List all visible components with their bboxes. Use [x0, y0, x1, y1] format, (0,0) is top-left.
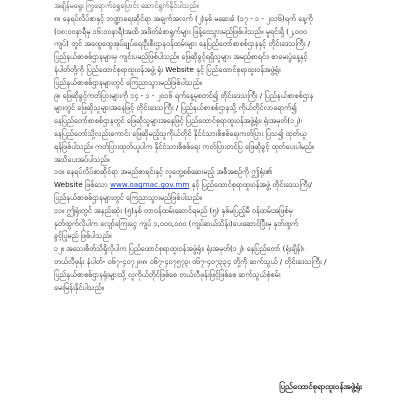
text-line: ရန်ဖြစ်ပါသည်။ ကတ်ပြားထုတ်ယူပါက နိုင်ငံသားစိစစ်ရေး ကတ်ပြားတင်ပြ ဖြေဆိုခွင့် ထုတ်ပေးပါမည်။ [54, 141, 314, 151]
paragraph-12-line-1: ၁၂။ အသေးစိတ်သိရှိလိုပါက ပြည်ထောင်စုရာထူးဝန်အဖွဲ့ရုံး၊ ရုံးအမှတ်(၁၂)၊ နေပြည်တော် (ရုံးချိန်)၊ [54, 244, 305, 254]
text-line: မေးမြန်းနိုင်ပါသည်။ [54, 282, 104, 292]
paragraph-10-line-1: ၁၀။ နေရပ်လိပ်စာဆိုင်ရာ အမည်စာရင်းနှင့် လူတွေ့စစ်ဆေးမည့် အစီအစဉ်ကို ဤရုံး၏ [54, 167, 272, 177]
signature-office-name: ပြည်ထောင်စုရာထူးဝန်အဖွဲ့ရုံး [279, 382, 362, 391]
text-line: နေပြည်တော်စာစစ်ဌာနတွင် ဖြေဆိုသူများအနေဖြင့် ပြည်ထောင်စုရာထူးဝန်အဖွဲ့ရုံး၊ ရုံးအမှတ်(၁၂)၊ [54, 116, 302, 126]
text-line: နေပြည်တော်သို့လည်းကောင်း ဖြေဆိုမည့်သူကိုယ်တိုင် နိုင်ငံသားစိစစ်ရေးကတ်ပြား ပြသ၍ ထုတ်ယူ [54, 129, 307, 138]
text-line: ပြည်နယ်စာစစ်ဌာနရုံးများသို့ လူကိုယ်တိုင်ဖြစ်စေ တယ်လီဖုန်းဖြင့်ဖြစ်စေ ဆက်သွယ်စုံစမ်း [54, 269, 281, 279]
text-line: အချိန်မရွေး ကြွရောက်ရွှေပြောင်း ဆောင်ရွက်နိုင်ပါသည်။ [54, 1, 199, 10]
paragraph-11-line-1: ၁၁။ ဤရုံးတွင် အနည်းဆုံး (၅)နှစ် တာဝန်ထမ်းဆောင်ရမည် (၅) နှစ်မပြည့်မီ ဝန်ထမ်းအဖြစ်မှ [54, 205, 293, 215]
website-line [54, 179, 362, 192]
text-line: နံပါတ်တို့ကို ပြည်ထောင်စုရာထူးဝန်အဖွဲ့ ရုံး Website နှင့် ပြည်ထောင်စုရာထူးဝန်အဖွဲ့ရုံး [54, 65, 281, 74]
website-suffix: နှင့် ပြည်ထောင်စုရာထူးဝန်အဖွဲ့ တိုင်းဒေသကြီး/ [189, 180, 312, 190]
text-line: များတွင် ဖြေဆိုသူများအနေဖြင့် တိုင်းဒေသကြီး / ပြည်နယ်စာစစ်ဌာနသို့ ကိုယ်တိုင်လာရောက်၍ [54, 103, 297, 113]
text-line: ကျပ်) တွင် အထွေထွေအုပ်ချုပ်ရေးဦးစီးဌာနဝန်ထမ်းများ နေပြည်တော်စာစစ်ဌာနနှင့် တိုင်းဒေသကြီး / [54, 39, 311, 49]
text-line: နုတ်ထွက်လိုပါက လျော်ကြေးငွေ ကျပ် ၁,၀၀၀,၀၀၀ (ကျပ်ဆယ်သိန်း)ပေးဆောင်ပြီးမှ နုတ်ထွက် [54, 218, 299, 228]
website-prefix: Website ဖြစ်သော [54, 180, 111, 190]
text-line: ပြည်နယ်စာစစ်ဌာနများတွင် ကြေညာသွားမည်ဖြစ်ပါသည်။ [54, 77, 202, 87]
text-line: (၀၈:၀၀နာရီမှ ၁၆:၀၀နာရီ)အထိ အဖိတ်ခံစာရွက်များ ဖြန့်ဝေသွားမည်ဖြစ်ပါသည်။ မူရင်းရှိ (၂,၀၀၀ [54, 26, 307, 36]
website-link[interactable]: www.oagmac.gov.mm [110, 180, 190, 190]
text-line: အသိပေးအပ်ပါသည်။ [54, 154, 110, 164]
text-line: တယ်လီဖုန်း နံပါတ်- ၀၆၇-၄၀၇၂၈၈၊ ၀၆၇-၄၀၇၅၇၃၊ ၀၆၇-၄၀၇၃၃၄ တို့ကို ဆက်သွယ် / တိုင်းဒေသကြီး / [54, 257, 327, 266]
text-line: ခွင့်ပြုမည် ဖြစ်ပါသည်။ [54, 231, 112, 241]
text-line: ပြည်နယ်စာစစ်ဌာနများတွင် ကြေညာသွားမည်ဖြစ်ပါသည်။ [54, 193, 202, 202]
text-line: ပြည်နယ်စာစစ်ဌာနများမှ ကျင်းပမည်ဖြစ်ပါသည်။ ဖြေဆိုခွင့်ရရှိသူများ အမည်စာရင်း၊ စာမေးပွဲနေ့နှင့် [54, 52, 308, 62]
paragraph-8-line-1: ၈။ နေရပ်လိပ်စာနှင့် ဘဏ္ဍာရေးဆိုင်ရာ အချက်အလက် (၂)နှစ် မဆေးခံ (၁၇ - ၁ - ၂၀၁၆)ရက် နေ့ကို [54, 13, 313, 23]
paragraph-9-line-1: ၉။ ဖြေဆိုခွင့်ကတ်ပြားများကို ၁၄ - ၁ - ၂၀၁၆ ရက်နေ့မှစတင်၍ တိုင်းဒေသကြီး / ပြည်နယ်စာစစ်ဌာန [54, 90, 314, 100]
